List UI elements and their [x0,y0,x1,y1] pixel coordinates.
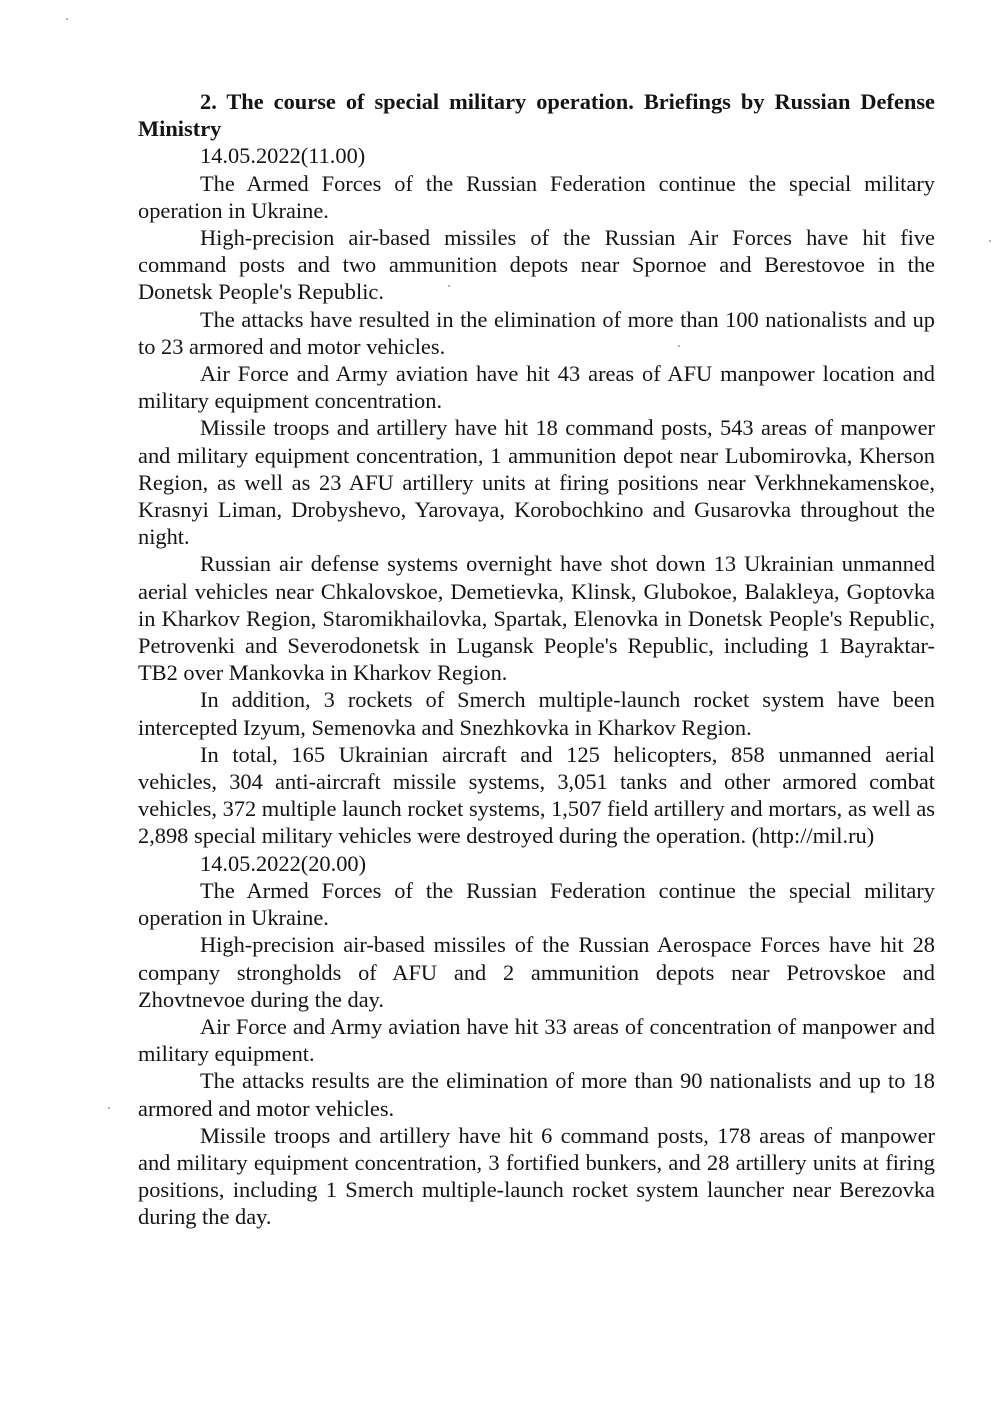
paragraph: Russian air defense systems overnight have shot down 13 Ukrainian unmanned aerial vehicles near Chkalovskoe, Demetievka, Klinsk, Glubokoe, Balakleya, Goptovka in Kharkov Region, Staromikhailovka, Spartak, Elenovka in Donetsk People's Republic, Petrovenki and Severodonetsk in Lugansk People's Republic, including 1 Bayraktar-TB2 over Mankovka in Kharkov Region. [138,551,935,686]
paragraph: In total, 165 Ukrainian aircraft and 125 helicopters, 858 unmanned aerial vehicles, 304 anti-aircraft missile systems, 3,051 tanks and other armored combat vehicles, 372 multiple launch rocket systems, 1,507 field artillery and mortars, as well as 2,898 special military vehicles were destroyed during the operation. (http://mil.ru) [138,741,935,849]
briefing-2 [138,850,935,1231]
paragraph: Air Force and Army aviation have hit 43 areas of AFU manpower location and military equipment concentration. [138,361,935,414]
section-heading: 2. The course of special military operation. Briefings by Russian Defense Ministry [138,89,935,142]
paragraph: Missile troops and artillery have hit 18 command posts, 543 areas of manpower and military equipment concentration, 1 ammunition depot near Lubomirovka, Kherson Region, as well as 23 AFU artillery units at firing positions near Verkhnekamenskoe, Krasnyi Liman, Drobyshevo, Yarovaya, Korobochkino and Gusarovka throughout the night. [138,415,935,550]
briefing-date: 14.05.2022(20.00) [200,850,367,876]
paragraph: The Armed Forces of the Russian Federation continue the special military operation in Ukraine. [138,170,935,223]
paragraph: High-precision air-based missiles of the Russian Air Forces have hit five command posts and two ammunition depots near Spornoe and Berestovoe in the Donetsk People's Republic. [138,225,935,305]
paragraph: Air Force and Army aviation have hit 33 areas of concentration of manpower and military equipment. [138,1013,935,1067]
paragraph: High-precision air-based missiles of the Russian Aerospace Forces have hit 28 company strongholds of AFU and 2 ammunition depots near Petrovskoe and Zhovtnevoe during the day. [138,932,935,1012]
paragraph: The attacks results are the elimination of more than 90 nationalists and up to 18 armored and motor vehicles. [138,1068,935,1121]
document-page [138,88,935,1231]
paragraph: In addition, 3 rockets of Smerch multiple-launch rocket system have been intercepted Izyum, Semenovka and Snezhkovka in Kharkov Region. [138,687,935,740]
scan-speck [108,1107,110,1109]
briefing-1 [138,142,935,849]
scan-speck [989,240,991,242]
scan-speck [66,18,68,20]
paragraph: The Armed Forces of the Russian Federation continue the special military operation in Ukraine. [138,877,935,931]
briefing-date: 14.05.2022(11.00) [200,143,366,169]
paragraph: The attacks have resulted in the elimination of more than 100 nationalists and up to 23 armored and motor vehicles. [138,306,935,359]
paragraph: Missile troops and artillery have hit 6 command posts, 178 areas of manpower and military equipment concentration, 3 fortified bunkers, and 28 artillery units at firing positions, including 1 Smerch multiple-launch rocket system launcher near Berezovka during the day. [138,1122,935,1230]
